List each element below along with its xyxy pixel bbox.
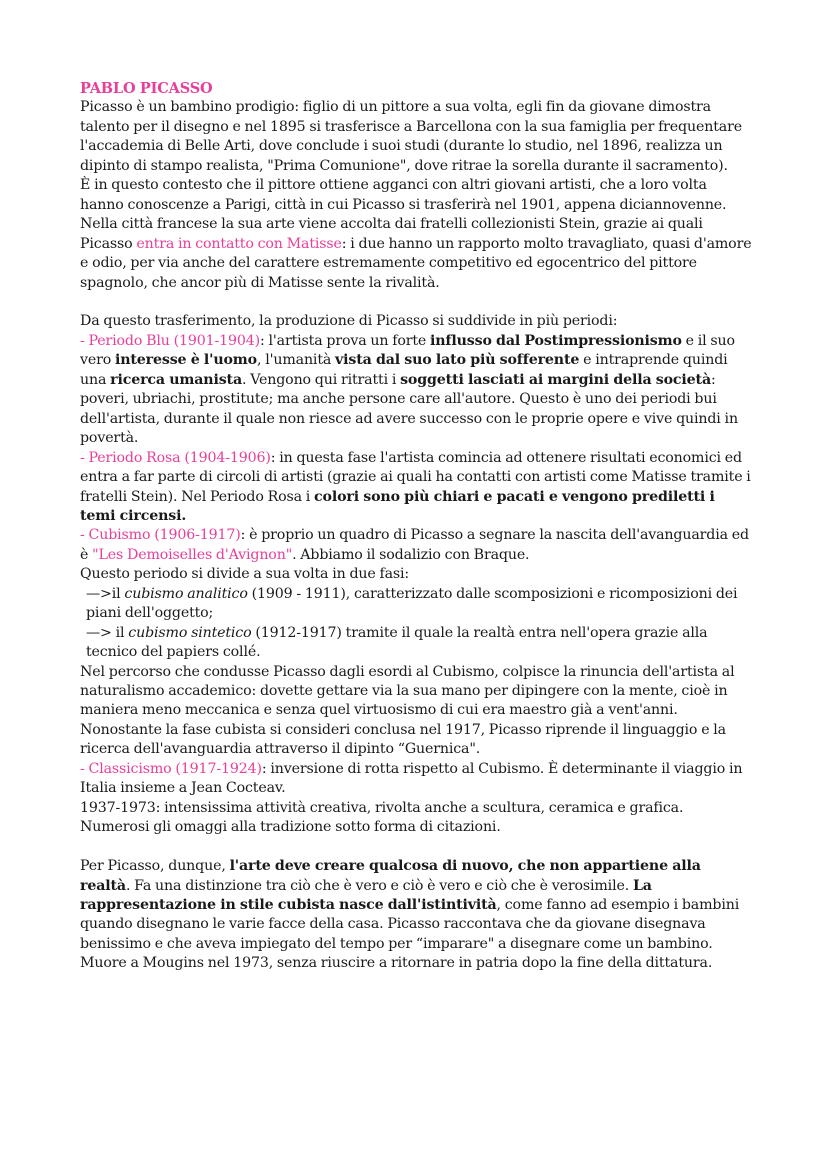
- paragraph-cubismo-phases: Questo periodo si divide a sua volta in due fasi:: [80, 566, 410, 583]
- label-periodo-rosa: - Periodo Rosa (1904-1906): [80, 449, 271, 466]
- cubismo-sintetico-item: —> il cubismo sintetico (1912-1917) tramite il quale la realtà entra nell'opera grazie alla tecnico del papiers collé.: [86, 624, 708, 661]
- paragraph-conclusion: Per Picasso, dunque, l'arte deve creare qualcosa di nuovo, che non appartiene alla realtà. Fa una distinzione tra ciò che è vero e ciò è vero e ciò che è verosimile. La rappresentazione in stile cubista nasce dall'istintività, come fanno ad esempio i bambini quando disegnano le varie facce della casa. Picasso raccontava che da giovane disegnava benissimo e che aveva impiegato del tempo per “imparare" a disegnare come un bambino.: [80, 858, 740, 952]
- label-cubismo: - Cubismo (1906-1917): [80, 527, 241, 544]
- paragraph-intro: Picasso è un bambino prodigio: figlio di un pittore a sua volta, egli fin da giovane dimostra talento per il disegno e nel 1895 si trasferisce a Barcellona con la sua famiglia per frequentare l'accademia di Belle Arti, dove conclude i suoi studi (durante lo studio, nel 1896, realizza un dipinto di stampo realista, "Prima Comunione", dove ritrae la sorella durante il sacramento).: [80, 99, 742, 174]
- paragraph-cubismo: - Cubismo (1906-1917): è proprio un quadro di Picasso a segnare la nascita dell'avanguardia ed è "Les Demoiselles d'Avignon". Abbiamo il sodalizio con Braque.: [80, 527, 749, 563]
- paragraph-periodo-blu: - Periodo Blu (1901-1904): l'artista prova un forte influsso dal Postimpressionismo e il suo vero interesse è l'uomo, l'umanità vista dal suo lato più sofferente e intraprende quindi una ricerca umanista. Vengono qui ritratti i soggetti lasciati ai margini della società: poveri, ubriachi, prostitute; ma anche persone care all'autore. Questo è uno dei periodi bui dell'artista, durante il quale non riesce ad avere successo con le proprie opere e vive quindi in povertà.: [80, 332, 738, 447]
- document-page: [80, 79, 752, 974]
- paragraph-percorso: Nel percorso che condusse Picasso dagli esordi al Cubismo, colpisce la rinuncia dell'artista al naturalismo accademico: dovette gettare via la sua mano per dipingere con la mente, cioè in maniera meno meccanica e senza quel virtuosismo di cui era maestro già a vent'anni.: [80, 663, 735, 719]
- paragraph-classicismo: - Classicismo (1917-1924): inversione di rotta rispetto al Cubismo. È determinante il viaggio in Italia insieme a Jean Cocteav.: [80, 760, 743, 797]
- paragraph-context: È in questo contesto che il pittore ottiene agganci con altri giovani artisti, che a loro volta hanno conoscenze a Parigi, città in cui Picasso si trasferirà nel 1901, appena diciannovenne.: [80, 177, 727, 213]
- highlight-demoiselles: "Les Demoiselles d'Avignon": [92, 546, 293, 563]
- label-classicismo: - Classicismo (1917-1924): [80, 760, 262, 777]
- cubismo-analitico-item: —>il cubismo analitico (1909 - 1911), caratterizzato dalle scomposizioni e ricomposizioni dei piani dell'oggetto;: [86, 585, 738, 622]
- paragraph-1937-1973: 1937-1973: intensissima attività creativa, rivolta anche a scultura, ceramica e grafica. Numerosi gli omaggi alla tradizione sotto forma di citazioni.: [80, 799, 684, 836]
- paragraph-periods-intro: Da questo trasferimento, la produzione di Picasso si suddivide in più periodi:: [80, 313, 618, 330]
- highlight-matisse: entra in contatto con Matisse: [136, 235, 342, 252]
- paragraph-paris: Nella città francese la sua arte viene accolta dai fratelli collezionisti Stein, grazie ai quali Picasso entra in contatto con Matisse: i due hanno un rapporto molto travagliato, quasi d'amore e odio, per via anche del carattere estremamente competitivo ed egocentrico del pittore spagnolo, che ancor più di Matisse sente la rivalità.: [80, 216, 752, 291]
- paragraph-guernica: Nonostante la fase cubista si consideri conclusa nel 1917, Picasso riprende il linguaggio e la ricerca dell'avanguardia attraverso il dipinto “Guernica".: [80, 721, 726, 758]
- paragraph-periodo-rosa: - Periodo Rosa (1904-1906): in questa fase l'artista comincia ad ottenere risultati economici ed entra a far parte di circoli di artisti (grazie ai quali ha contatti con artisti come Matisse tramite i fratelli Stein). Nel Periodo Rosa i colori sono più chiari e pacati e vengono prediletti i temi circensi.: [80, 449, 751, 524]
- paragraph-death: Muore a Mougins nel 1973, senza riuscire a ritornare in patria dopo la fine della dittatura.: [80, 955, 713, 972]
- document-title: PABLO PICASSO: [80, 80, 213, 97]
- label-periodo-blu: - Periodo Blu (1901-1904): [80, 332, 261, 349]
